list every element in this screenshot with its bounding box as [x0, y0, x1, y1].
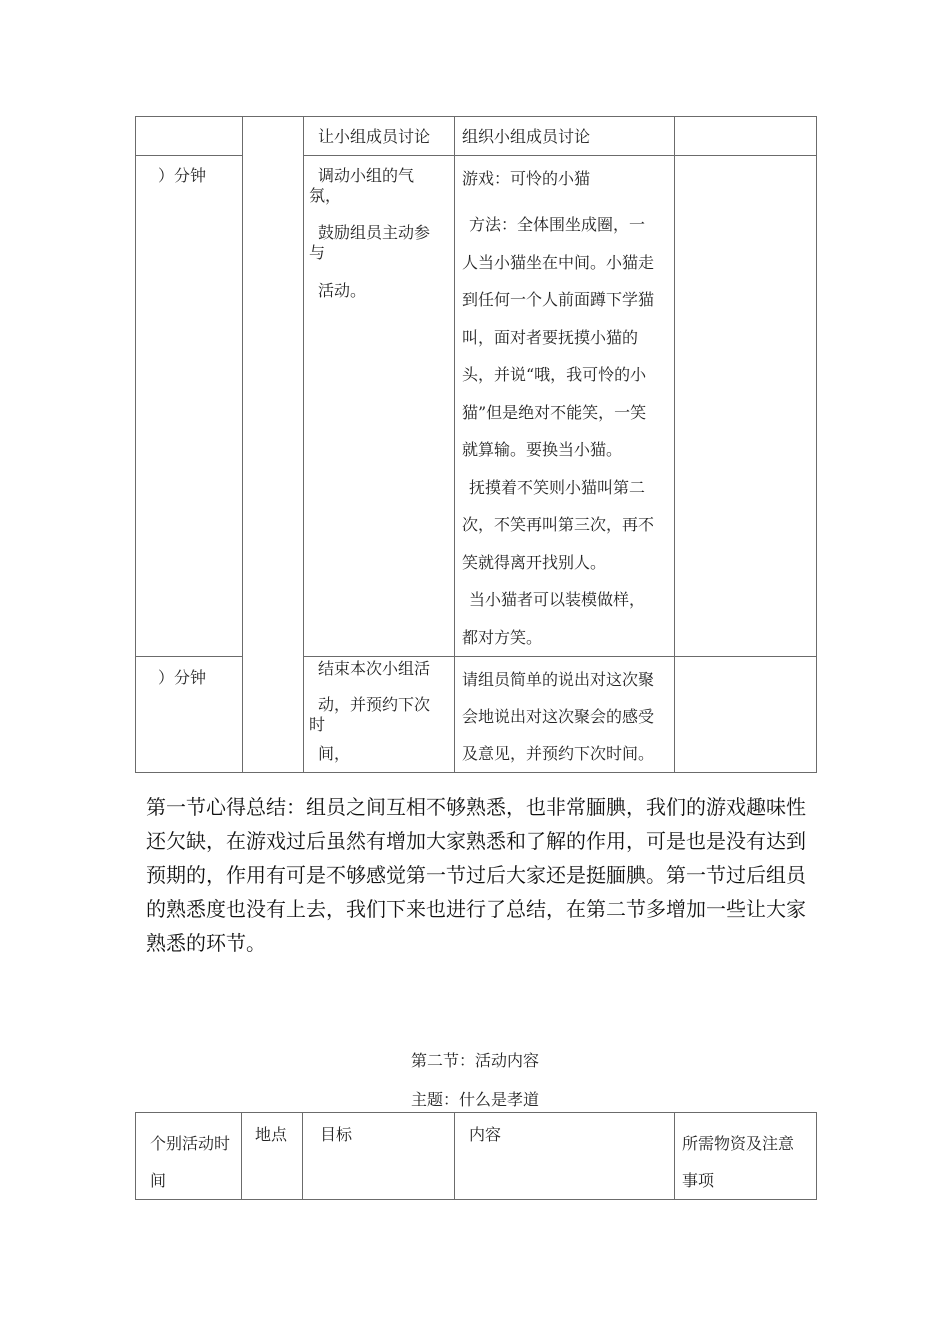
cell-line: 调动小组的气 — [318, 166, 415, 185]
cell-line: 结束本次小组活 — [318, 659, 431, 678]
cell-line: 及意见，并预约下次时间。 — [462, 744, 655, 763]
header-text: 目标 — [320, 1125, 353, 1144]
cell-line: 猫”但是绝对不能笑，一笑 — [462, 402, 647, 422]
table-cell — [304, 117, 455, 156]
cell-line: 时 — [309, 715, 326, 734]
cell-line: 叫，面对者要抚摸小猫的 — [462, 327, 639, 347]
cell-text: ）分钟 — [158, 166, 207, 185]
header-cell-place — [242, 1113, 303, 1200]
table-cell — [455, 657, 675, 773]
table-cell — [675, 156, 817, 657]
cell-line: 都对方笑。 — [462, 627, 543, 647]
table-cell — [136, 657, 243, 773]
cell-line: 方法：全体围坐成圈，一 — [469, 215, 646, 234]
table-row — [136, 657, 817, 773]
header-cell-supplies — [675, 1113, 817, 1200]
table-header-row — [136, 1113, 817, 1200]
table-cell — [455, 156, 675, 657]
table-cell — [675, 117, 817, 156]
cell-line: 会地说出对这次聚会的感受 — [462, 707, 655, 726]
header-line: 个别活动时 — [150, 1134, 231, 1153]
cell-line: 鼓励组员主动参 — [318, 223, 431, 242]
section-heading: 第二节：活动内容 — [410, 1051, 539, 1070]
table-row — [136, 117, 817, 156]
header-line: 间 — [150, 1171, 167, 1190]
table-cell — [136, 156, 243, 657]
header-text: 内容 — [469, 1125, 502, 1144]
cell-line: 游戏：可怜的小猫 — [462, 169, 591, 188]
header-cell-goal — [303, 1113, 455, 1200]
table-cell — [304, 657, 455, 773]
cell-text: 组织小组成员讨论 — [462, 127, 591, 146]
cell-line: 与 — [309, 243, 326, 262]
cell-line: 请组员简单的说出对这次聚 — [462, 670, 655, 689]
section-theme: 主题：什么是孝道 — [410, 1090, 539, 1109]
cell-line: 氛， — [309, 186, 342, 205]
table-cell — [675, 657, 817, 773]
table-row — [136, 156, 817, 657]
cell-line: 间， — [318, 744, 351, 763]
header-cell-content — [455, 1113, 675, 1200]
cell-text: ）分钟 — [158, 668, 207, 687]
table-cell — [455, 117, 675, 156]
cell-line: 笑就得离开找别人。 — [462, 552, 607, 572]
cell-line: 人当小猫坐在中间。小猫走 — [462, 252, 655, 272]
cell-line: 到任何一个人前面蹲下学猫 — [462, 290, 655, 309]
cell-line: 抚摸着不笑则小猫叫第二 — [469, 477, 646, 497]
header-cell-time — [136, 1113, 242, 1200]
cell-line: 当小猫者可以装模做样， — [469, 590, 646, 609]
cell-line: 就算输。要换当小猫。 — [462, 440, 623, 459]
header-text: 地点 — [255, 1125, 288, 1144]
cell-line: 次，不笑再叫第三次，再不 — [462, 515, 655, 534]
cell-line: 头，并说“哦，我可怜的小 — [462, 365, 647, 384]
summary-paragraph: 第一节心得总结：组员之间互相不够熟悉，也非常腼腆，我们的游戏趣味性还欠缺，在游戏过后虽然有增加大家熟悉和了解的作用，可是也是没有达到预期的，作用有可是不够感觉第一节过后大家还是挺腼腆。第一节过后组员的熟悉度也没有上去，我们下来也进行了总结，在第二节多增加一些让大家熟悉的环节。 — [146, 795, 806, 955]
table-cell — [136, 117, 243, 156]
table-cell — [304, 156, 455, 657]
header-line: 所需物资及注意 — [682, 1134, 795, 1153]
cell-line: 动，并预约下次 — [318, 695, 431, 714]
header-line: 事项 — [682, 1171, 715, 1190]
cell-line: 活动。 — [318, 281, 367, 300]
cell-text: 让小组成员讨论 — [318, 127, 431, 146]
activity-table-2 — [135, 1112, 817, 1200]
table-cell-merged — [243, 117, 304, 773]
activity-table-1 — [135, 116, 817, 773]
